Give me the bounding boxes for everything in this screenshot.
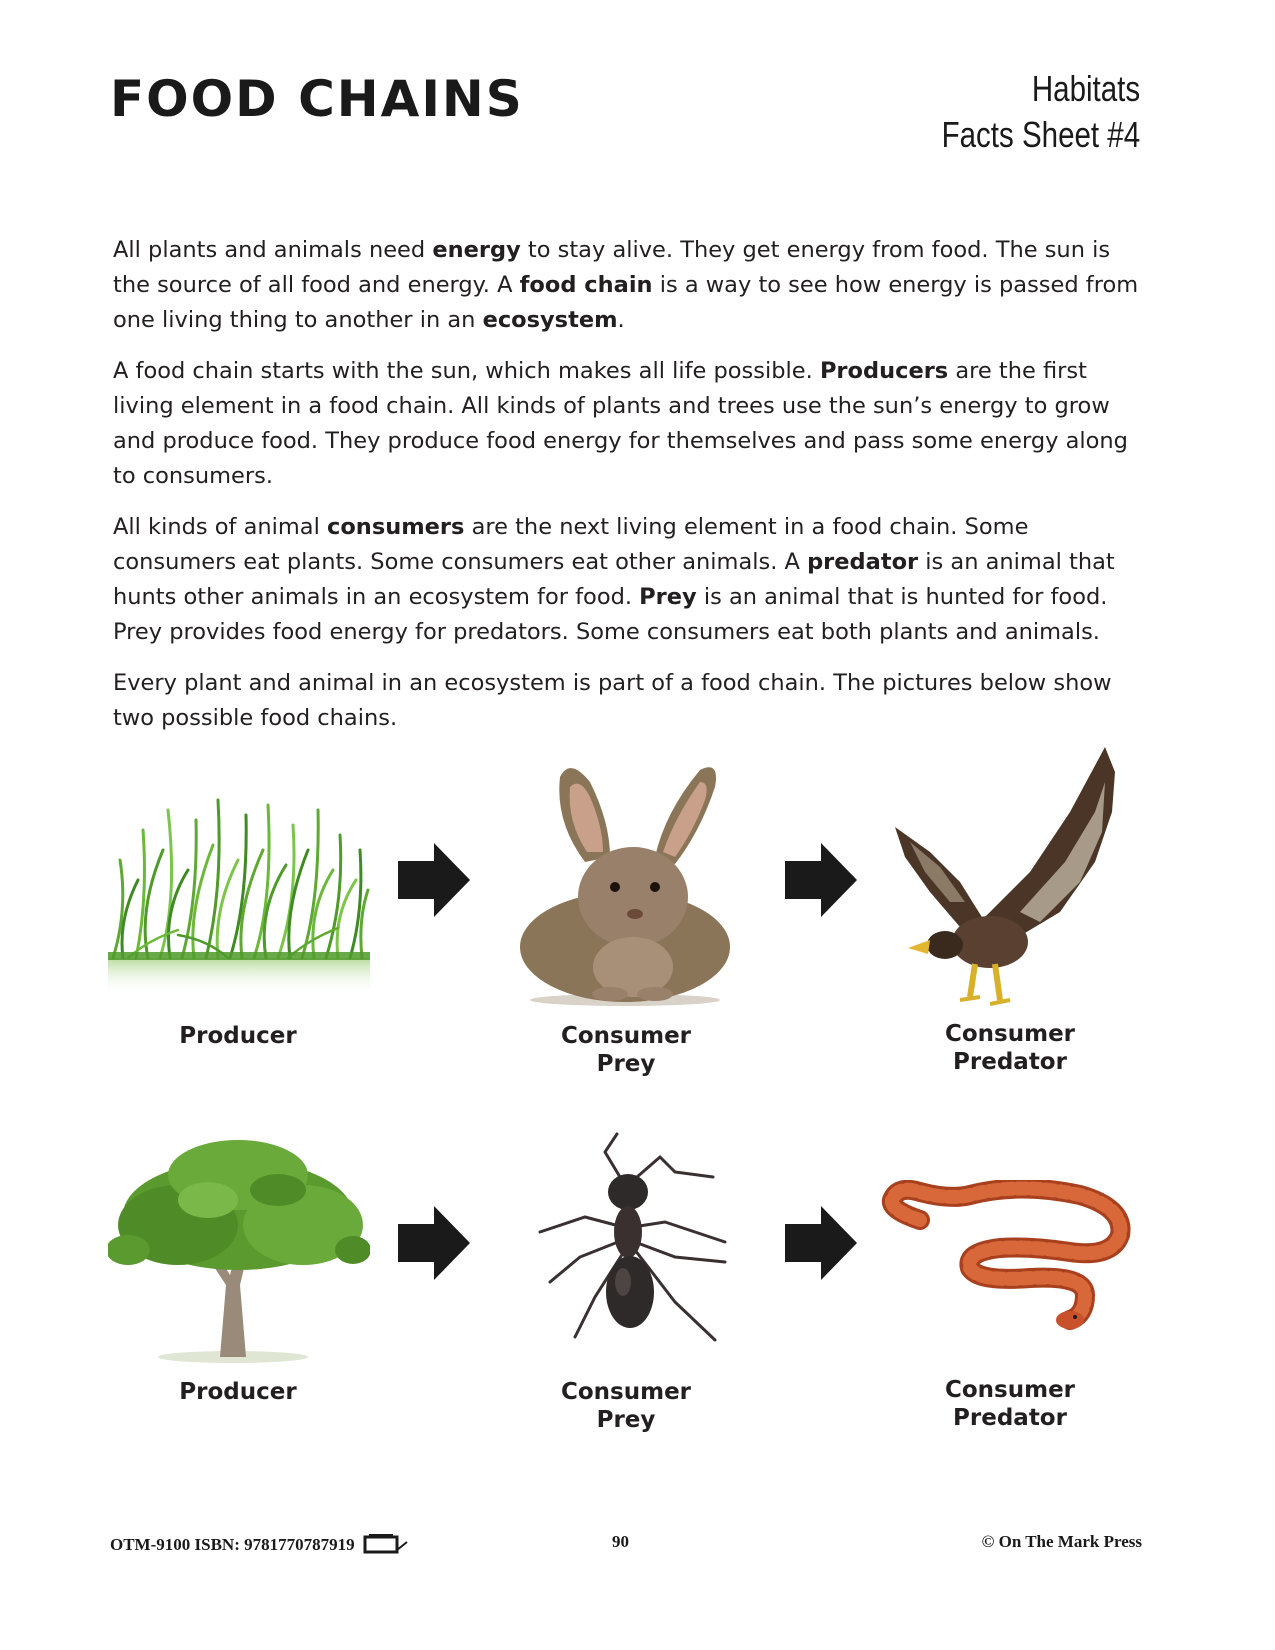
chain2-prey-caption [496,1378,756,1434]
caption-line: Producer [179,1023,297,1049]
paragraph-4: Every plant and animal in an ecosystem is part of a food chain. The pictures below show two possible food chains. [113,670,1112,731]
caption-line: Predator [953,1049,1067,1075]
ant-image [535,1132,730,1347]
key-term: Prey [639,584,697,610]
caption-line: Consumer [560,1023,692,1049]
subject-label: Habitats [1031,68,1140,109]
arrow-right-icon [398,1206,470,1280]
arrow-right-icon [785,843,857,917]
caption-line: Consumer [944,1021,1076,1047]
key-term: predator [807,549,919,575]
caption-line: Consumer [944,1377,1076,1403]
chain1-producer-caption [108,1022,368,1050]
chain2-producer-caption [108,1378,368,1406]
publisher-logo-icon [363,1532,409,1554]
caption-line: Prey [596,1051,656,1077]
page-number: 90 [612,1532,629,1551]
arrow-right-icon [785,1206,857,1280]
page-title: FOOD CHAINS [110,70,524,128]
caption-line: Consumer [560,1379,692,1405]
key-term: energy [432,237,521,263]
caption-line: Producer [179,1379,297,1405]
paragraph-3: All kinds of animal consumers are the next living element in a food chain. Some consumers eat plants. Some consumers eat other animals. A predator is an animal that hunts other animals in an ecosystem for food. Prey is an animal that is hunted for food. Prey provides food energy for predators. Some consumers eat both plants and animals. [113,514,1115,645]
paragraph-2: A food chain starts with the sun, which makes all life possible. Producers are the first living element in a food chain. All kinds of plants and trees use the sun’s energy to grow and produce food. They produce food energy for themselves and pass some energy along to consumers. [113,358,1128,489]
key-term: food chain [519,272,653,298]
copyright: © On The Mark Press [981,1532,1142,1551]
arrow-right-icon [398,843,470,917]
chain1-prey-caption [496,1022,756,1078]
tree-image [108,1135,370,1365]
key-term: Producers [819,358,949,384]
paragraph-1: All plants and animals need energy to stay alive. They get energy from food. The sun is the source of all food and energy. A food chain is a way to see how energy is passed from one living thing to another in an ecosystem. [113,237,1139,333]
rabbit-image [515,752,735,1007]
eagle-image [890,742,1122,1010]
body-text [113,233,1153,752]
key-term: ecosystem [482,307,618,333]
chain2-predator-caption [880,1376,1140,1432]
sheet-heading [941,66,1140,158]
sheet-label: Facts Sheet #4 [941,114,1140,155]
chain1-predator-caption [880,1020,1140,1076]
key-term: consumers [327,514,465,540]
isbn-label: OTM-9100 ISBN: 9781770787919 [110,1535,355,1554]
caption-line: Predator [953,1405,1067,1431]
footer-code [110,1532,409,1555]
snake-image [880,1180,1132,1330]
grass-image [108,790,370,995]
caption-line: Prey [596,1407,656,1433]
